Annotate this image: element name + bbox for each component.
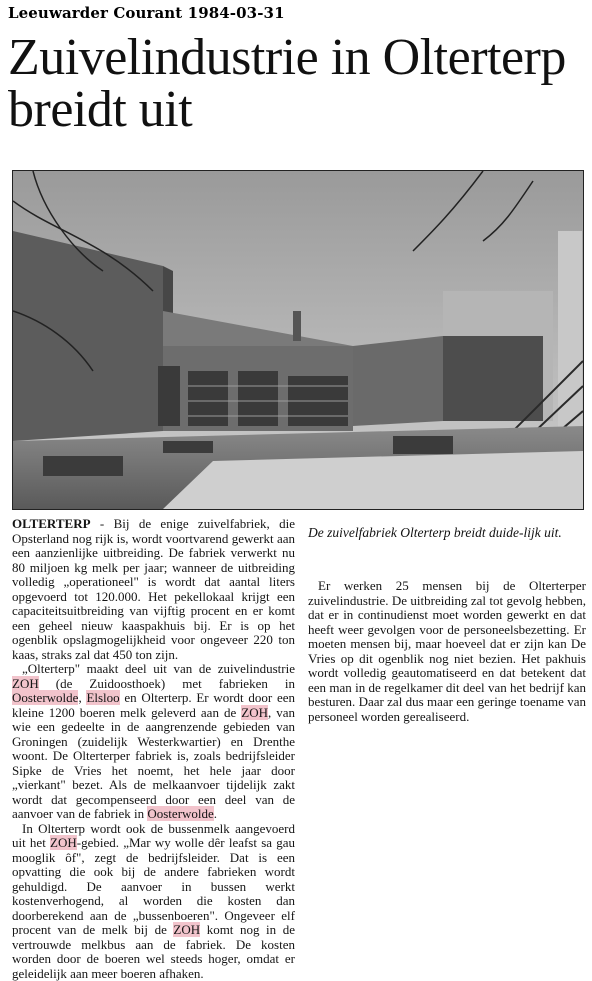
article-paragraph-1 bbox=[12, 517, 295, 662]
article-paragraph-2 bbox=[12, 662, 295, 822]
article-paragraph-4: Er werken 25 mensen bij de Olterterper zuivelindustrie. De uitbreiding zal tot gevolg hebben, dat er in continudienst moet worden gewerkt en dat heeft weer gevolgen voor de personeelsbezetting. Er moeten mensen bij, maar hoeveel dat er zijn kan De Vries op dit ogenblik nog niet bezien. Het pakhuis wordt volledig geautomatiseerd en dat betekent dat een man in de regelkamer dit deel van het bedrijf kan besturen. Daar zal dus maar een geringe toename van personeel worden gerealiseerd. bbox=[308, 579, 586, 724]
paragraph-text: , bbox=[78, 690, 86, 705]
article-column-right bbox=[308, 578, 586, 724]
paragraph-text: (de Zuidoosthoek) met fabrieken in bbox=[39, 676, 295, 691]
highlight-oosterwolde: Oosterwolde bbox=[12, 690, 78, 705]
article-column-left bbox=[12, 517, 295, 981]
paragraph-text: „Olterterp" maakt deel uit van de zuivelindustrie bbox=[22, 661, 295, 676]
highlight-zoh: ZOH bbox=[50, 835, 77, 850]
highlight-zoh: ZOH bbox=[173, 922, 200, 937]
article-photo bbox=[12, 170, 584, 510]
photo-caption: De zuivelfabriek Olterterp breidt duide-lijk uit. bbox=[308, 524, 584, 541]
paragraph-text: en Olterterp. Er wordt door een kleine 1200 boeren melk geleverd aan de bbox=[12, 690, 295, 720]
paragraph-text: komt nog in de vertrouwde melkbus aan de fabriek. De kosten worden door de boeren wel steeds hoger, omdat er geleidelijk aan meer boeren afhaken. bbox=[12, 922, 295, 981]
paragraph-text: -gebied. „Mar wy wolle dêr leafst sa gau mooglik ôf", zegt de bedrijfsleider. Dat is een opvatting die ook bij de andere fabrieken wordt gehuldigd. De aanvoer in bussen werkt kostenverhogend, al worden die kosten dan doorberekend aan de „bussenboeren". Ongeveer elf procent van de melk bij de bbox=[12, 835, 295, 937]
paragraph-text: , van wie een gedeelte in de aangrenzende gebieden van Groningen (zuidelijk Westerkwartier) en Drenthe woont. De Olterterper fabriek is, zoals bedrijfsleider Sipke de Vries het noemt, het hele jaar door „vierkant" bezet. Als de melkaanvoer tijdelijk zakt wordt dat gecompenseerd door een deel van de aanvoer van de fabriek in bbox=[12, 705, 295, 822]
newspaper-masthead: Leeuwarder Courant 1984-03-31 bbox=[8, 4, 285, 22]
paragraph-text: - Bij de enige zuivelfabriek, die Opsterland nog rijk is, wordt voortvarend gewerkt aan een aanzienlijke uitbreiding. De fabriek verwerkt nu 80 miljoen kg melk per jaar; wanneer de uitbreiding volledig „operationeel" is wordt dat aantal liters opgevoerd tot 120.000. Het pekellokaal krijgt een capaciteitsuitbreiding van vijftig procent en er komt een geheel nieuw kaaspakhuis bij. Er is op het ogenblik opslagmogelijkheid voor ongeveer 220 ton kaas, straks zal dat 450 ton zijn. bbox=[12, 516, 295, 662]
highlight-zoh: ZOH bbox=[12, 676, 39, 691]
factory-photo-illustration bbox=[13, 171, 583, 509]
paragraph-text: In Olterterp wordt ook de bussenmelk aangevoerd uit het bbox=[12, 821, 295, 851]
dateline: OLTERTERP bbox=[12, 516, 91, 531]
highlight-elsloo: Elsloo bbox=[86, 690, 119, 705]
article-paragraph-3 bbox=[12, 822, 295, 981]
highlight-zoh: ZOH bbox=[241, 705, 268, 720]
article-headline: Zuivelindustrie in Olterterp breidt uit bbox=[8, 32, 588, 136]
paragraph-text: . bbox=[214, 806, 217, 821]
highlight-oosterwolde: Oosterwolde bbox=[147, 806, 213, 821]
